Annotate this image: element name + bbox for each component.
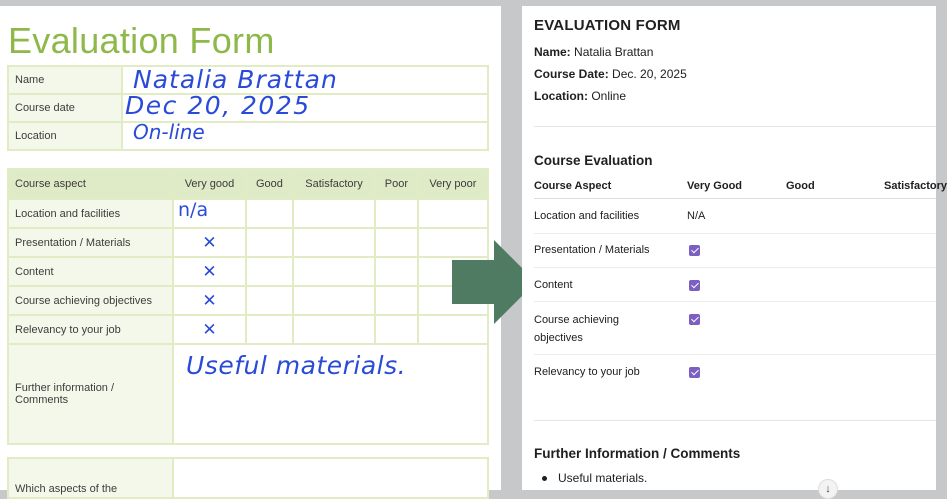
digital-location-field xyxy=(534,89,626,103)
digital-date-field xyxy=(534,67,687,81)
paper-rating-good: Good xyxy=(246,169,293,199)
course-evaluation-heading: Course Evaluation xyxy=(534,153,653,168)
paper-aspect-label: Course achieving objectives xyxy=(8,286,173,315)
paper-aspect-row xyxy=(8,257,488,286)
paper-location-row xyxy=(8,122,488,150)
paper-title: Evaluation Form xyxy=(8,20,275,61)
digital-name-value: Natalia Brattan xyxy=(574,45,654,59)
row-label: Location and facilities xyxy=(534,210,640,222)
divider xyxy=(534,126,936,127)
paper-name-row xyxy=(8,66,488,94)
paper-aspect-row xyxy=(8,315,488,344)
checked-checkbox-icon[interactable] xyxy=(689,280,700,291)
digital-date-label: Course Date: xyxy=(534,67,609,81)
col-satisfactory: Satisfactory xyxy=(884,180,947,192)
checked-checkbox-icon[interactable] xyxy=(689,367,700,378)
paper-aspect-row xyxy=(8,228,488,257)
col-course-aspect: Course Aspect xyxy=(534,180,612,192)
digital-location-label: Location: xyxy=(534,89,588,103)
checked-checkbox-icon[interactable] xyxy=(689,314,700,325)
paper-name-handwriting: Natalia Brattan xyxy=(133,65,338,94)
col-very-good: Very Good xyxy=(687,180,743,192)
digital-form xyxy=(522,6,947,495)
paper-comments-handwriting: Useful materials. xyxy=(186,351,407,380)
x-mark-icon: ✕ xyxy=(202,261,217,281)
paper-form-scan xyxy=(0,6,501,495)
paper-comments-row xyxy=(8,344,488,444)
paper-date-label: Course date xyxy=(8,94,122,122)
paper-aspect-label: Location and facilities xyxy=(8,199,173,228)
bullet-icon xyxy=(542,476,547,481)
paper-na-mark: n/a xyxy=(178,199,209,221)
digital-date-value: Dec. 20, 2025 xyxy=(612,67,687,81)
x-mark-icon: ✕ xyxy=(202,290,217,310)
scroll-down-icon[interactable]: ↓ xyxy=(818,479,838,499)
row-label: Relevancy to your job xyxy=(534,366,640,378)
paper-comments-label: Further information / Comments xyxy=(8,344,173,444)
paper-location-handwriting: On-line xyxy=(133,120,205,144)
comment-item: Useful materials. xyxy=(558,471,648,485)
paper-date-row xyxy=(8,94,488,122)
paper-which-table xyxy=(7,457,489,499)
row-value-na: N/A xyxy=(687,210,706,222)
digital-name-label: Name: xyxy=(534,45,571,59)
paper-aspect-header xyxy=(8,169,488,199)
paper-aspect-header-label: Course aspect xyxy=(8,169,173,199)
divider xyxy=(534,420,936,421)
row-label: Course achieving objectives xyxy=(534,314,619,344)
further-info-heading: Further Information / Comments xyxy=(534,446,741,461)
paper-aspect-label: Content xyxy=(8,257,173,286)
paper-aspect-label: Presentation / Materials xyxy=(8,228,173,257)
col-good: Good xyxy=(786,180,815,192)
digital-location-value: Online xyxy=(591,89,627,103)
paper-rating-satisfactory: Satisfactory xyxy=(293,169,375,199)
paper-info-table xyxy=(7,65,489,151)
paper-name-label: Name xyxy=(8,66,122,94)
paper-rating-poor: Poor xyxy=(375,169,418,199)
paper-aspect-table xyxy=(7,168,489,445)
paper-aspect-row xyxy=(8,199,488,228)
digital-name-field xyxy=(534,45,653,59)
paper-aspect-label: Relevancy to your job xyxy=(8,315,173,344)
row-label: Presentation / Materials xyxy=(534,244,650,256)
paper-date-handwriting: Dec 20, 2025 xyxy=(125,91,311,120)
paper-location-label: Location xyxy=(8,122,122,150)
paper-aspect-row xyxy=(8,286,488,315)
paper-rating-very-good: Very good xyxy=(173,169,246,199)
checked-checkbox-icon[interactable] xyxy=(689,245,700,256)
paper-which-label: Which aspects of the xyxy=(8,458,173,498)
x-mark-icon: ✕ xyxy=(202,232,217,252)
x-mark-icon: ✕ xyxy=(202,319,217,339)
digital-title: EVALUATION FORM xyxy=(534,17,681,34)
row-label: Content xyxy=(534,279,573,291)
paper-rating-very-poor: Very poor xyxy=(418,169,488,199)
